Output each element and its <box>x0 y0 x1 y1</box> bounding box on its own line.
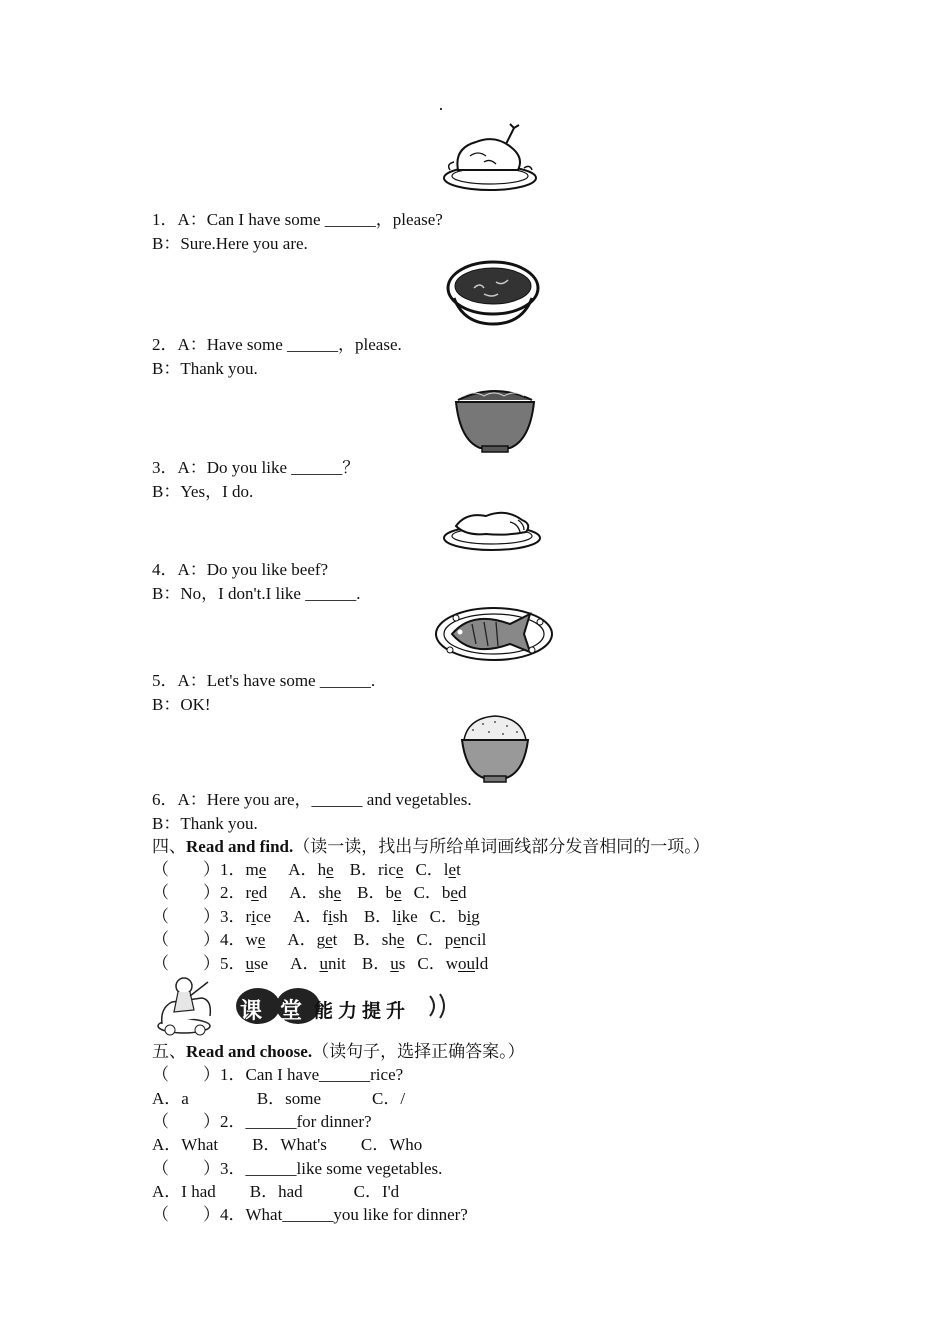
q1-line-b: B：Sure.Here you are. <box>152 234 308 253</box>
underlined-letters: e <box>448 860 457 879</box>
q2-line-b: B：Thank you. <box>152 359 258 378</box>
banner-char-3: 能 <box>314 1000 334 1022</box>
s4-question-4 <box>152 929 486 951</box>
option-label: B． <box>361 954 391 973</box>
word-part: r <box>245 883 252 902</box>
q1-line-a: 1．A：Can I have some ______，please? <box>152 210 443 229</box>
option-label: B． <box>349 860 378 879</box>
underlined-letters: e <box>453 930 461 949</box>
q6-line-b: B：Thank you. <box>152 814 258 833</box>
word-part: b <box>441 883 451 902</box>
s5-q2: （ ）2．______for dinner? <box>152 1112 372 1131</box>
underlined-letters: i <box>466 907 472 926</box>
s4-question-3 <box>152 906 480 928</box>
s4-question-2 <box>152 882 466 904</box>
option-label: C． <box>415 860 444 879</box>
word-part: se <box>254 954 269 973</box>
option-label: A． <box>288 860 318 879</box>
word-part: w <box>445 954 458 973</box>
word-part: w <box>245 930 258 949</box>
option-label: A． <box>290 954 320 973</box>
option-label: C． <box>416 930 445 949</box>
word-part: ke <box>401 907 418 926</box>
word-part: t <box>332 930 338 949</box>
word-part: ncil <box>460 930 487 949</box>
underlined-letters: e <box>325 930 333 949</box>
rice-bowl-picture <box>458 712 532 784</box>
s5-q3: （ ）3．______like some vegetables. <box>152 1159 443 1178</box>
word-part: g <box>316 930 326 949</box>
option-label: C． <box>429 907 459 926</box>
speck <box>440 108 442 110</box>
q5-line-a: 5．A：Let's have some ______. <box>152 671 376 690</box>
word-part: g <box>471 907 480 926</box>
q4-line-b: B：No，I don't.I like ______. <box>152 584 361 603</box>
banner-char-1: 课 <box>239 999 262 1024</box>
underlined-letters: i <box>251 907 256 926</box>
option-label: B． <box>363 907 393 926</box>
s5-q3-options: A．I had B．had C．I'd <box>152 1182 400 1201</box>
banner-char-6: 升 <box>386 1000 406 1022</box>
q3-line-a: 3．A：Do you like ______？ <box>152 458 360 477</box>
s5-q1: （ ）1．Can I have______rice? <box>152 1065 404 1084</box>
banner-char-2: 堂 <box>279 999 302 1024</box>
soup-bowl-picture <box>444 258 542 328</box>
q5-line-b: B：OK! <box>152 695 211 714</box>
underlined-letters: e <box>257 930 266 949</box>
underlined-letters: i <box>327 907 333 926</box>
underlined-letters: e <box>251 883 259 902</box>
section4-title: Read and find. <box>186 837 294 856</box>
underlined-letters: e <box>396 930 405 949</box>
q2-line-a: 2．A：Have some ______，please. <box>152 335 402 354</box>
banner-char-5: 提 <box>362 1000 382 1022</box>
option-label: B． <box>357 883 386 902</box>
word-part: d <box>258 883 268 902</box>
option-label: B． <box>353 930 382 949</box>
s5-q2-options: A．What B．What's C．Who <box>152 1135 423 1154</box>
word-part: nit <box>327 954 346 973</box>
underlined-letters: e <box>450 883 458 902</box>
section4-number: 四、 <box>152 837 186 856</box>
s5-q4: （ ）4．What______you like for dinner? <box>152 1205 468 1224</box>
meat-plate-picture <box>440 500 544 554</box>
word-part: m <box>245 860 259 879</box>
word-part: p <box>444 930 454 949</box>
word-part: t <box>456 860 461 879</box>
underlined-letters: e <box>258 860 267 879</box>
fish-plate-picture <box>432 604 556 664</box>
word-part: ric <box>377 860 396 879</box>
answer-blank: （ ）2． <box>152 883 246 902</box>
section5-instruction: （读句子，选择正确答案。） <box>312 1042 525 1061</box>
option-label: C． <box>417 954 446 973</box>
word-part: s <box>398 954 406 973</box>
answer-blank: （ ）3． <box>152 907 246 926</box>
section5-number: 五、 <box>152 1042 186 1061</box>
section4-heading <box>152 836 710 858</box>
q6-line-a: 6．A：Here you are，______ and vegetables. <box>152 790 472 809</box>
word-part: sh <box>318 883 334 902</box>
underlined-letters: e <box>394 883 402 902</box>
noodles-bowl-picture <box>450 382 540 454</box>
s5-q1-options: A．a B．some C．/ <box>152 1089 406 1108</box>
word-part: sh <box>332 907 348 926</box>
word-part: b <box>385 883 395 902</box>
banner-char-4: 力 <box>338 1000 358 1022</box>
q4-line-a: 4．A：Do you like beef? <box>152 560 329 579</box>
option-label: C． <box>413 883 442 902</box>
word-part: sh <box>381 930 397 949</box>
word-part: l <box>443 860 449 879</box>
roast-chicken-picture <box>440 118 540 194</box>
word-part: b <box>458 907 467 926</box>
s4-question-1 <box>152 859 461 881</box>
underlined-letters: i <box>396 907 402 926</box>
underlined-letters: u <box>390 954 399 973</box>
answer-blank: （ ）1． <box>152 860 246 879</box>
section5-title: Read and choose. <box>186 1042 313 1061</box>
underlined-letters: u <box>245 954 254 973</box>
option-label: A． <box>289 883 319 902</box>
word-part: r <box>245 907 252 926</box>
option-label: A． <box>287 930 317 949</box>
word-part: h <box>317 860 327 879</box>
underlined-letters: u <box>319 954 328 973</box>
word-part: d <box>457 883 467 902</box>
word-part: l <box>392 907 397 926</box>
section5-heading <box>152 1041 525 1063</box>
word-part: ld <box>475 954 489 973</box>
option-label: A． <box>293 907 323 926</box>
underlined-letters: e <box>333 883 342 902</box>
answer-blank: （ ）5． <box>152 954 246 973</box>
word-part: ce <box>255 907 271 926</box>
q3-line-b: B：Yes，I do. <box>152 482 254 501</box>
answer-blank: （ ）4． <box>152 930 246 949</box>
word-part: f <box>322 907 328 926</box>
underlined-letters: e <box>395 860 404 879</box>
underlined-letters: ou <box>458 954 475 973</box>
underlined-letters: e <box>326 860 334 879</box>
section4-instruction: （读一读，找出与所给单词画线部分发音相同的一项。） <box>293 837 710 856</box>
